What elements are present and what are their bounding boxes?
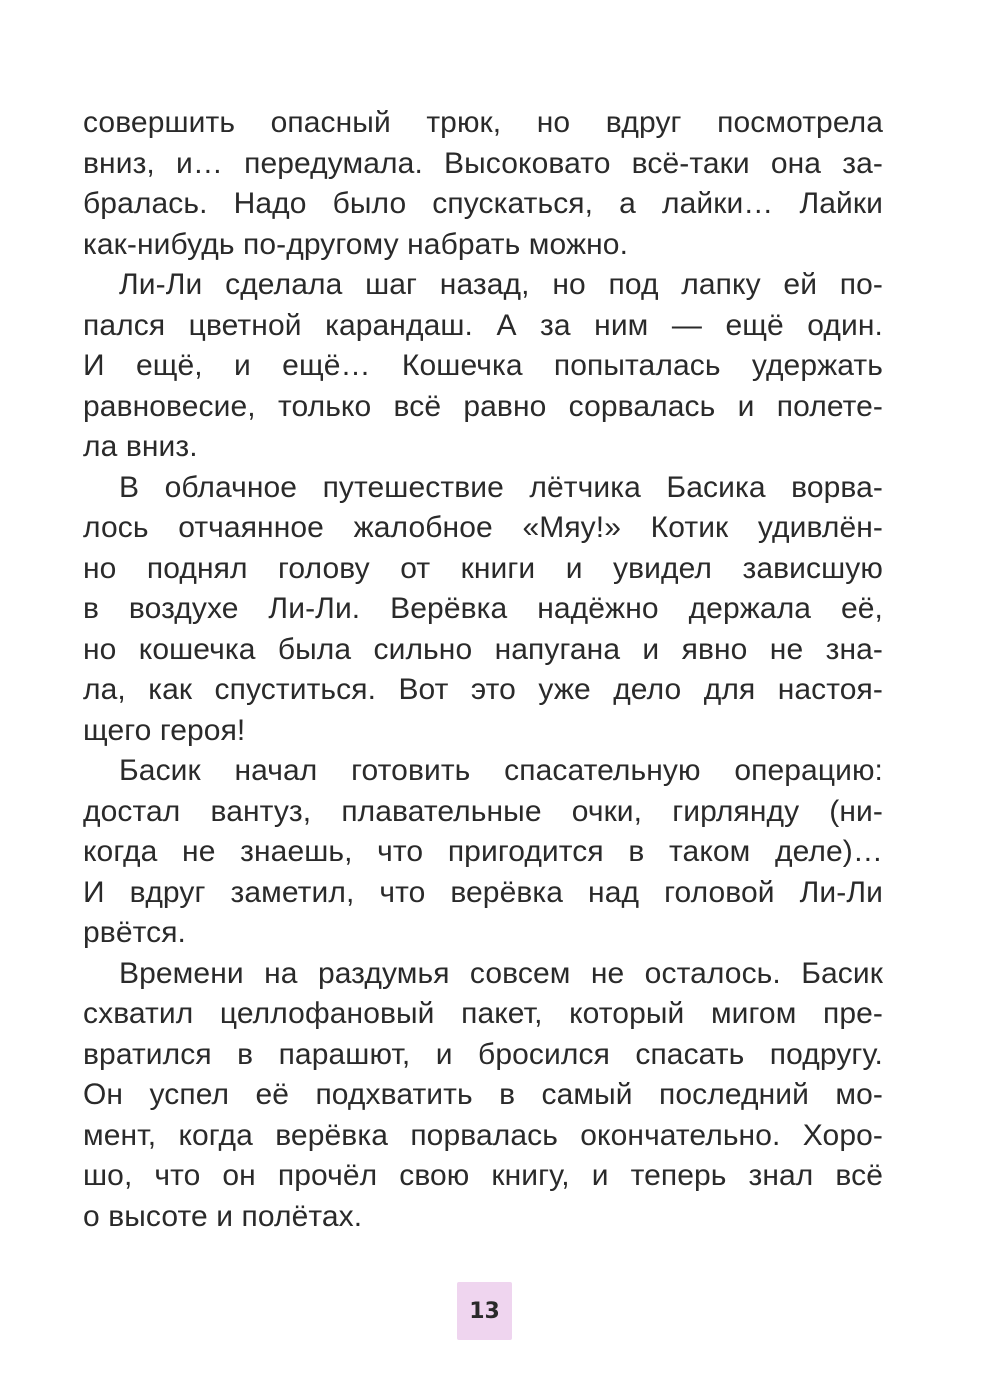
text-line: Басик начал готовить спасательную операцию: bbox=[119, 754, 883, 787]
text-line: рвётся. bbox=[83, 916, 186, 949]
text-line: Он успел её подхватить в самый последний мо- bbox=[83, 1078, 883, 1111]
text-line: шо, что он прочёл свою книгу, и теперь знал всё bbox=[83, 1159, 883, 1192]
text-line: в воздухе Ли-Ли. Верёвка надёжно держала её, bbox=[83, 592, 883, 625]
text-line: как-нибудь по-другому набрать можно. bbox=[83, 227, 629, 261]
text-line: совершить опасный трюк, но вдруг посмотрела bbox=[83, 106, 883, 139]
text-line: мент, когда верёвка порвалась окончательно. Хоро- bbox=[83, 1118, 883, 1152]
text-line: вратился в парашют, и бросился спасать подругу. bbox=[83, 1037, 883, 1071]
page-number-badge bbox=[457, 1282, 512, 1340]
text-line: вниз, и… передумала. Высоковато всё-таки она за- bbox=[83, 146, 883, 180]
text-line: бралась. Надо было спускаться, а лайки… Лайки bbox=[83, 187, 883, 220]
text-line: лось отчаянное жалобное «Мяу!» Котик удивлён- bbox=[83, 511, 883, 544]
text-line: ла, как спуститься. Вот это уже дело для настоя- bbox=[83, 673, 883, 706]
text-line: о высоте и полётах. bbox=[83, 1199, 363, 1233]
text-line: когда не знаешь, что пригодится в таком деле)… bbox=[83, 835, 883, 868]
text-line: И вдруг заметил, что верёвка над головой Ли-Ли bbox=[83, 875, 883, 909]
text-line: В облачное путешествие лётчика Басика ворва- bbox=[119, 470, 883, 504]
text-line: щего героя! bbox=[83, 713, 246, 747]
text-line: пался цветной карандаш. А за ним — ещё один. bbox=[83, 308, 883, 342]
text-line: Ли-Ли сделала шаг назад, но под лапку ей по- bbox=[119, 268, 883, 301]
text-line: но кошечка была сильно напугана и явно не зна- bbox=[83, 632, 883, 666]
text-line: но поднял голову от книги и увидел зависшую bbox=[83, 551, 883, 585]
text-line: ла вниз. bbox=[83, 430, 198, 463]
text-line: И ещё, и ещё… Кошечка попыталась удержать bbox=[83, 349, 883, 382]
text-line: достал вантуз, плавательные очки, гирлянду (ни- bbox=[83, 794, 883, 828]
text-line: Времени на раздумья совсем не осталось. Басик bbox=[119, 956, 883, 990]
text-line: схватил целлофановый пакет, который мигом пре- bbox=[83, 997, 883, 1030]
story-text bbox=[83, 103, 883, 1237]
text-line: равновесие, только всё равно сорвалась и полете- bbox=[83, 389, 883, 423]
page-number: 13 bbox=[469, 1298, 500, 1324]
